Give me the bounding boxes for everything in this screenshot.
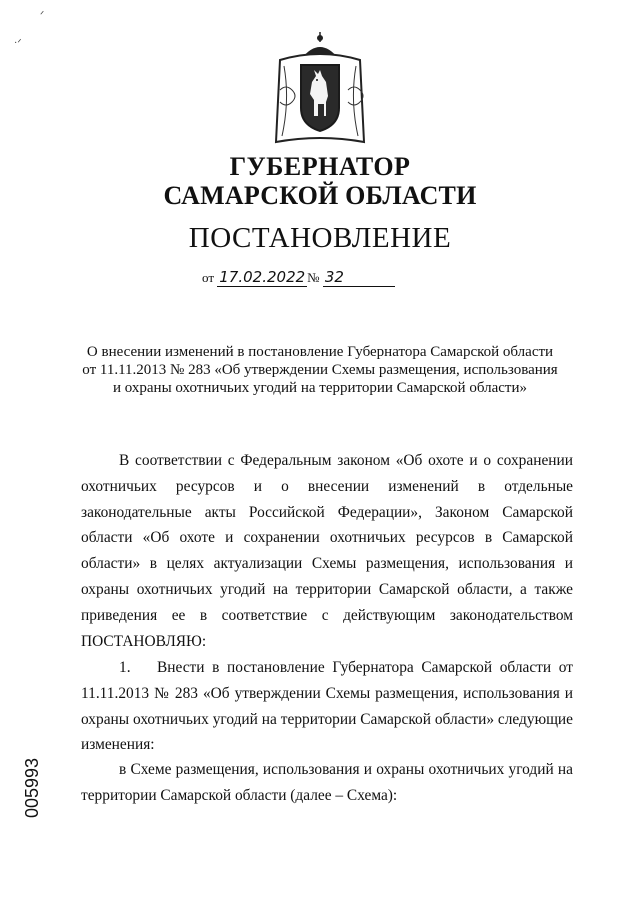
number-value: 32 xyxy=(324,268,344,286)
item-1-paragraph xyxy=(81,655,573,758)
subject-line: и охраны охотничьих угодий на территории Самарской области» xyxy=(113,380,527,396)
number-prefix: № xyxy=(307,270,320,285)
item-number: 1. xyxy=(119,659,131,676)
date-number-line xyxy=(202,268,395,287)
subject-line: от 11.11.2013 № 283 «Об утверждении Схемы размещения, использования xyxy=(82,362,558,378)
document-subject xyxy=(60,343,580,397)
date-prefix: от xyxy=(202,270,215,285)
issuer-title-line2: САМАРСКОЙ ОБЛАСТИ xyxy=(163,181,477,210)
scheme-paragraph: в Схеме размещения, использования и охраны охотничьих угодий на территории Самарской области (далее – Схема): xyxy=(81,761,573,804)
date-value: 17.02.2022 xyxy=(219,268,306,286)
side-registration-number: 005993 xyxy=(22,757,42,818)
scan-mark: ᐟ xyxy=(40,10,45,21)
subject-line: О внесении изменений в постановление Губернатора Самарской области xyxy=(86,344,554,360)
scan-mark: ·ᐟ xyxy=(14,38,22,49)
samara-coat-of-arms-icon xyxy=(270,30,370,150)
preamble-paragraph: В соответствии с Федеральным законом «Об охоте и о сохранении охотничьих ресурсов и о внесении изменений в отдельные законодательные акты Российской Федерации», Законом Самарской области «Об охоте и сохранении охотничьих ресурсов в Самарской области» в целях актуализации Схемы размещения, использования и охраны охотничьих угодий на территории Самарской области, а также приведения ее в соответствие с действующим законодательством ПОСТАНОВЛЯЮ: xyxy=(81,452,573,650)
item-1-text: Внести в постановление Губернатора Самарской области от 11.11.2013 № 283 «Об утверждении Схемы размещения, использования и охраны охотничьих угодий на территории Самарской области» следующие изменения: xyxy=(81,659,573,754)
issuer-title-line1: ГУБЕРНАТОР xyxy=(229,152,411,181)
document-type-title: ПОСТАНОВЛЕНИЕ xyxy=(188,222,452,254)
